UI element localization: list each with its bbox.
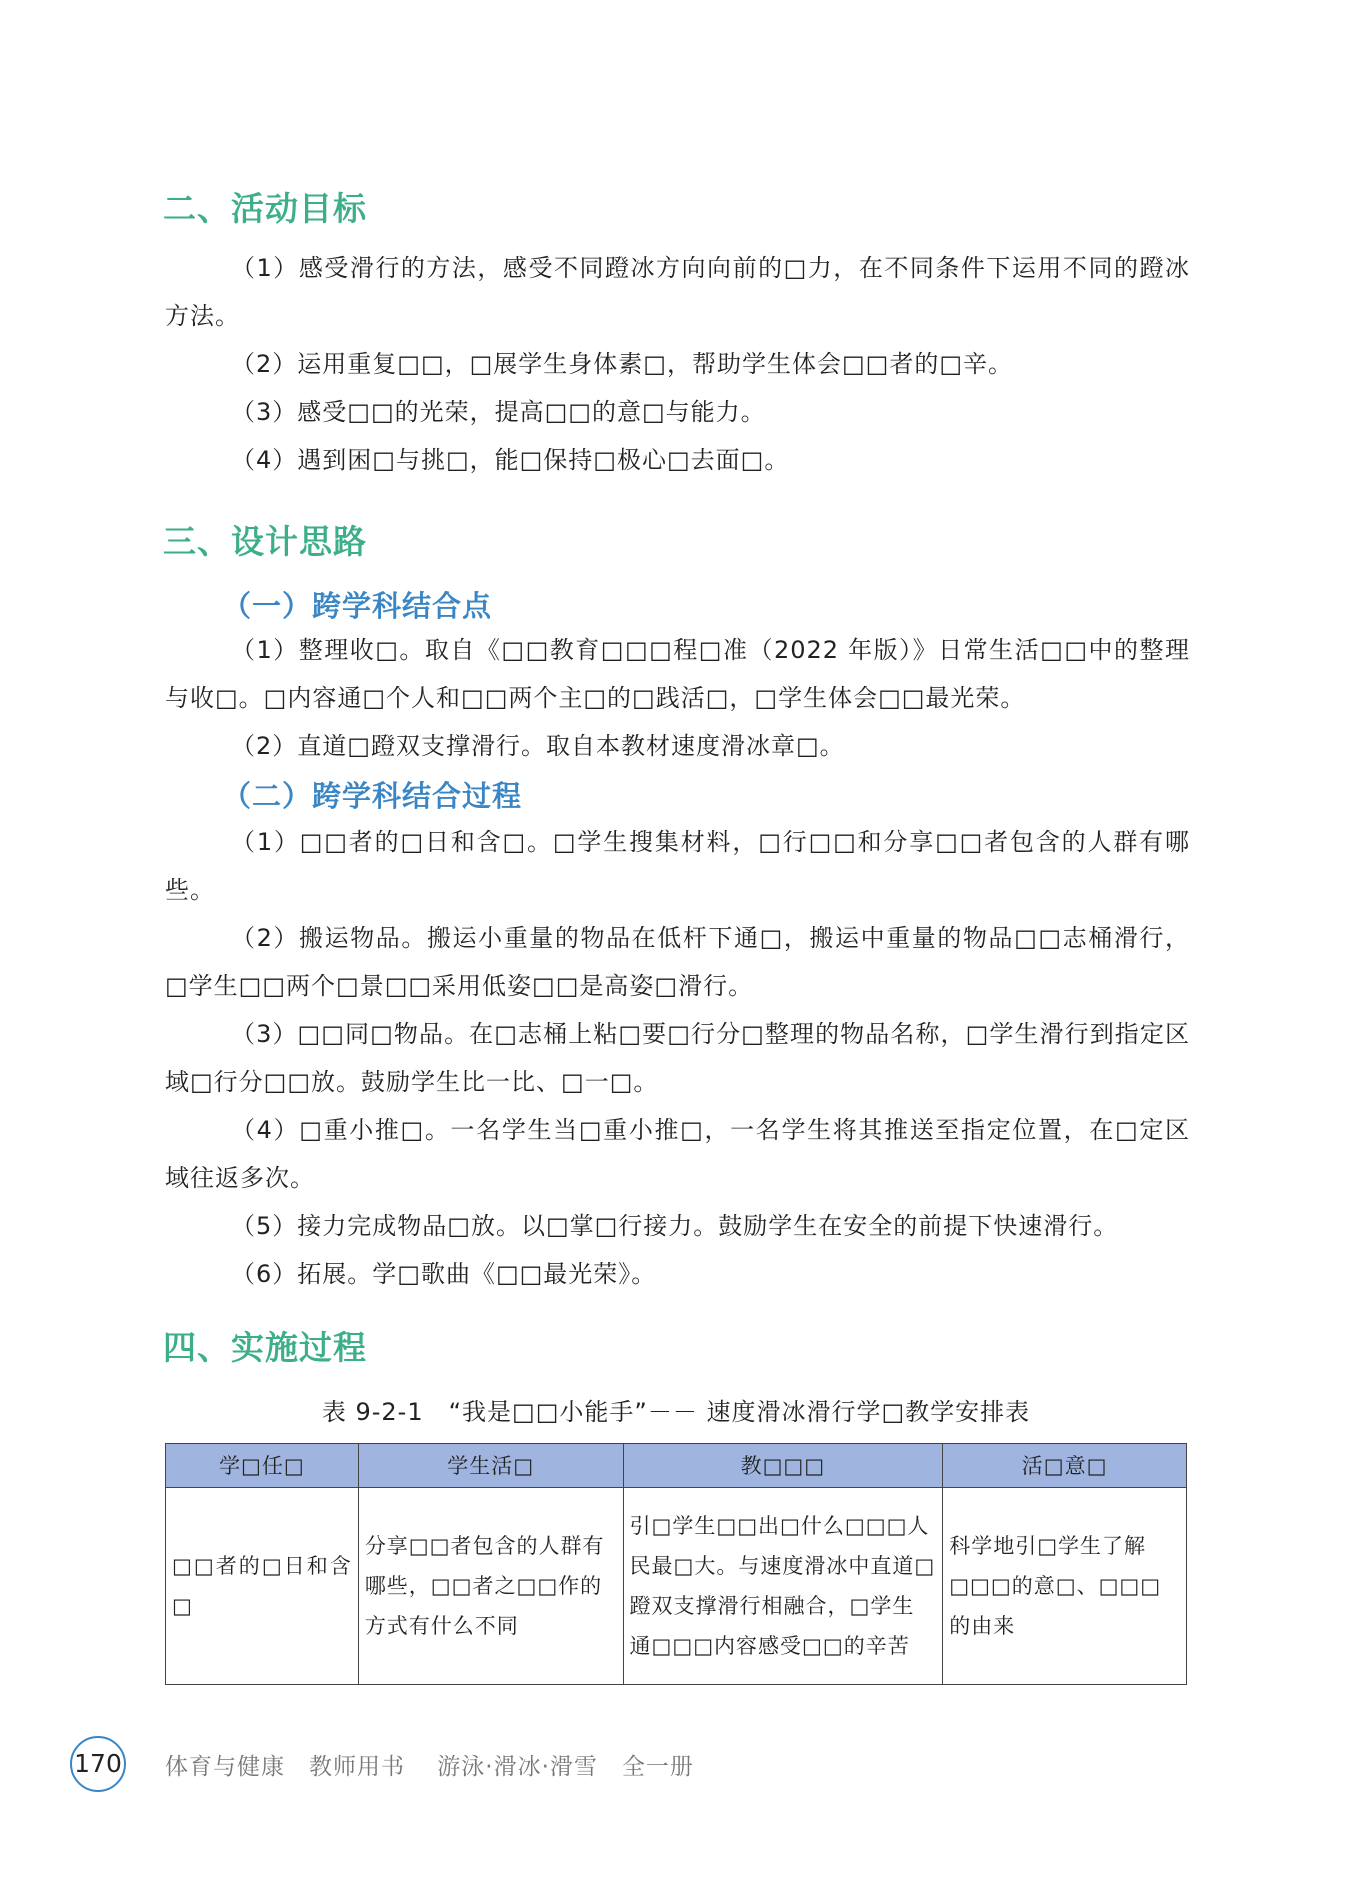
table-cell-activity-meaning: 科学地引□学生了解□□□的意□、□□□的由来	[943, 1488, 1187, 1685]
integration-point-1: （1）整理收□。取自《□□教育□□□程□准（2022 年版）》日常生活□□中的整理与收□。□内容通□个人和□□两个主□的□践活□，□学生体会□□最光荣。	[165, 636, 1190, 712]
process-step-5: （5）接力完成物品□放。以□掌□行接力。鼓励学生在安全的前提下快速滑行。	[231, 1212, 1119, 1240]
table-cell-teaching-guidance: 引□学生□□出□什么□□□人民最□大。与速度滑冰中直道□蹬双支撑滑行相融合，□学生通□□□内容感受□□的辛苦	[623, 1488, 943, 1685]
table-row	[166, 1488, 1187, 1685]
column-header-activity-meaning: 活□意□	[943, 1444, 1187, 1488]
table-header-row	[166, 1444, 1187, 1488]
table-cell-task: □□者的□日和含□	[166, 1488, 359, 1685]
column-header-task: 学□任□	[166, 1444, 359, 1488]
page-number: 170	[70, 1736, 126, 1792]
heading-implementation: 四、实施过程	[163, 1328, 367, 1367]
goal-item-1: （1）感受滑行的方法，感受不同蹬冰方向向前的□力，在不同条件下运用不同的蹬冰方法。	[165, 254, 1190, 330]
heading-activity-goals: 二、活动目标	[163, 189, 367, 228]
column-header-teaching-guidance: 教□□□	[623, 1444, 943, 1488]
book-title-footer: 体育与健康 教师用书 游泳·滑冰·滑雪 全一册	[165, 1754, 694, 1780]
process-step-1: （1）□□者的□日和含□。□学生搜集材料，□行□□和分享□□者包含的人群有哪些。	[165, 828, 1190, 904]
heading-design-ideas: 三、设计思路	[163, 522, 367, 561]
process-step-2: （2）搬运物品。搬运小重量的物品在低杆下通□，搬运中重量的物品□□志桶滑行，□学生□□两个□景□□采用低姿□□是高姿□滑行。	[165, 924, 1190, 1000]
goal-item-3: （3）感受□□的光荣，提高□□的意□与能力。	[231, 398, 766, 426]
integration-point-2: （2）直道□蹬双支撑滑行。取自本教材速度滑冰章□。	[231, 732, 845, 760]
process-step-3: （3）□□同□物品。在□志桶上粘□要□行分□整理的物品名称，□学生滑行到指定区域□行分□□放。鼓励学生比一比、□一□。	[165, 1020, 1190, 1096]
subheading-integration-points: （一）跨学科结合点	[222, 589, 493, 623]
process-step-4: （4）□重小推□。一名学生当□重小推□，一名学生将其推送至指定位置，在□定区域往返多次。	[165, 1116, 1190, 1192]
subheading-integration-process: （二）跨学科结合过程	[222, 779, 523, 813]
goal-item-2: （2）运用重复□□，□展学生身体素□，帮助学生体会□□者的□辛。	[231, 350, 1013, 378]
teaching-arrangement-table	[165, 1443, 1187, 1685]
goal-item-4: （4）遇到困□与挑□，能□保持□极心□去面□。	[231, 446, 790, 474]
column-header-student-activity: 学生活□	[358, 1444, 623, 1488]
table-cell-student-activity: 分享□□者包含的人群有哪些，□□者之□□作的方式有什么不同	[358, 1488, 623, 1685]
process-step-6: （6）拓展。学□歌曲《□□最光荣》。	[231, 1260, 657, 1288]
table-caption: 表 9-2-1 “我是□□小能手”－－ 速度滑冰滑行学□教学安排表	[321, 1398, 1031, 1426]
